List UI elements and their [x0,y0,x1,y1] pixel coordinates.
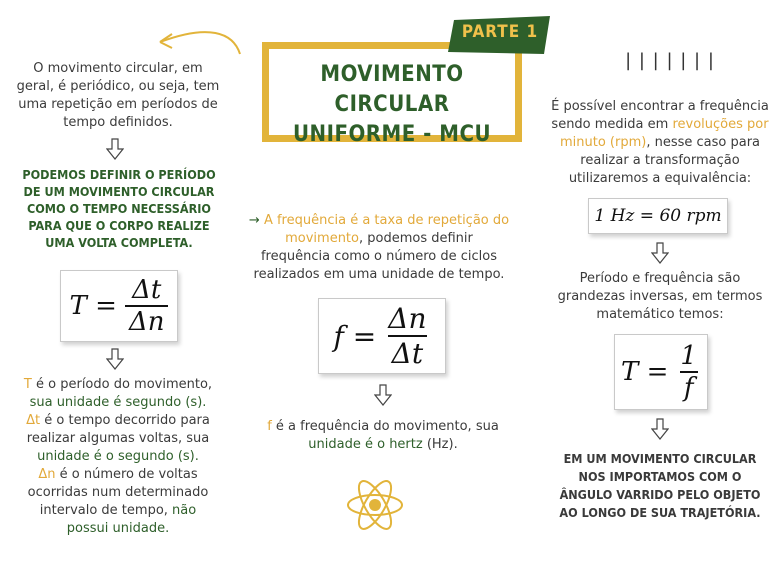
expl-text: ocorridas num determinado [27,485,209,500]
unit-text: possui unidade. [66,521,170,536]
rpm-line: , nesse caso para [646,135,761,150]
period-explanation [8,376,228,538]
inverse-line: Período e frequência são [579,271,741,286]
intro-line: geral, é periódico, ou seja, tem [16,79,220,94]
inverse-formula [614,334,708,410]
atom-icon [344,474,406,536]
formula-lhs: f = [333,319,377,353]
expl-text: é o período do movimento, [31,377,213,392]
unit-text: não [172,503,197,518]
period-def-line: PARA QUE O CORPO REALIZE [28,218,210,233]
formula-denominator: f [680,371,698,403]
curved-arrow-icon [148,14,248,59]
symbol-dt: Δt [26,413,41,428]
tally-marks: | | | | | | | [625,50,715,71]
title-line-1: MOVIMENTO CIRCULAR [320,62,464,117]
expl-text: é o número de voltas [55,467,198,482]
symbol-f: f [267,419,272,434]
period-def-line: PODEMOS DEFINIR O PERÍODO [22,167,216,182]
closing-line: ÂNGULO VARRIDO PELO OBJETO [559,487,761,502]
closing-line: NOS IMPORTAMOS COM O [578,469,742,484]
rpm-line: utilizaremos a equivalência: [568,171,752,186]
expl-text: realizar algumas voltas, sua [26,431,210,446]
expl-text: intervalo de tempo, [39,503,173,518]
rpm-equivalence: 1 Hz = 60 rpm [588,198,728,234]
period-def-line: COMO O TEMPO NECESSÁRIO [27,201,211,216]
unit-text: sua unidade é segundo (s). [29,395,207,410]
down-arrow-icon [106,138,124,160]
freq-text: , podemos definir [358,231,473,246]
freq-text: realizados em uma unidade de tempo. [253,267,505,282]
inverse-text [548,270,772,324]
rpm-line: sendo medida em [551,117,673,132]
expl-text: é o tempo decorrido para [40,413,210,428]
highlight-text: minuto (rpm) [559,135,647,150]
inverse-line: grandezas inversas, em termos [557,289,763,304]
unit-text: unidade é o hertz [308,437,423,452]
rpm-line: É possível encontrar a frequência [551,99,769,114]
page-title [262,60,522,150]
formula-lhs: T = [621,357,669,387]
frequency-definition [248,212,510,284]
closing-line: EM UM MOVIMENTO CIRCULAR [563,451,757,466]
symbol-T: T [23,377,32,392]
formula-denominator: Δn [125,305,169,337]
freq-text: frequência como o número de ciclos [260,249,498,264]
frequency-explanation [258,418,508,454]
period-definition [14,166,224,251]
highlight-text: movimento [285,231,359,246]
period-def-line: DE UM MOVIMENTO CIRCULAR [23,184,215,199]
title-line-2: UNIFORME - MCU [292,122,492,147]
frequency-formula [318,298,446,374]
period-def-line: UMA VOLTA COMPLETA. [45,235,193,250]
formula-numerator: 1 [680,341,697,371]
unit-text: unidade é o segundo (s). [37,449,199,464]
right-arrow-icon: → [248,213,260,228]
closing-statement [546,450,774,522]
intro-line: uma repetição em períodos de [18,97,218,112]
rpm-line: realizar a transformação [580,153,740,168]
inverse-line: matemático temos: [596,307,724,322]
intro-text [8,60,228,132]
formula-denominator: Δt [388,335,427,370]
formula-fraction [384,302,430,370]
highlight-text: A frequência é a taxa de repetição do [263,213,510,228]
rpm-text [548,98,772,188]
closing-line: AO LONGO DE SUA TRAJETÓRIA. [559,505,761,520]
period-formula [60,270,178,342]
down-arrow-icon [106,348,124,370]
freq-text: é a frequência do movimento, sua [271,419,499,434]
intro-line: tempo definidos. [63,115,173,130]
formula-numerator: Δt [132,275,162,305]
formula-fraction [676,341,701,403]
down-arrow-icon [651,242,669,264]
formula-fraction [125,275,169,337]
symbol-dn: Δn [38,467,56,482]
down-arrow-icon [374,384,392,406]
freq-text: (Hz). [422,437,458,452]
part-badge: PARTE 1 [461,22,539,42]
highlight-text: revoluções por [672,117,769,132]
intro-line: O movimento circular, em [33,61,203,76]
formula-numerator: Δn [388,302,427,335]
formula-lhs: T = [69,291,117,321]
down-arrow-icon [651,418,669,440]
